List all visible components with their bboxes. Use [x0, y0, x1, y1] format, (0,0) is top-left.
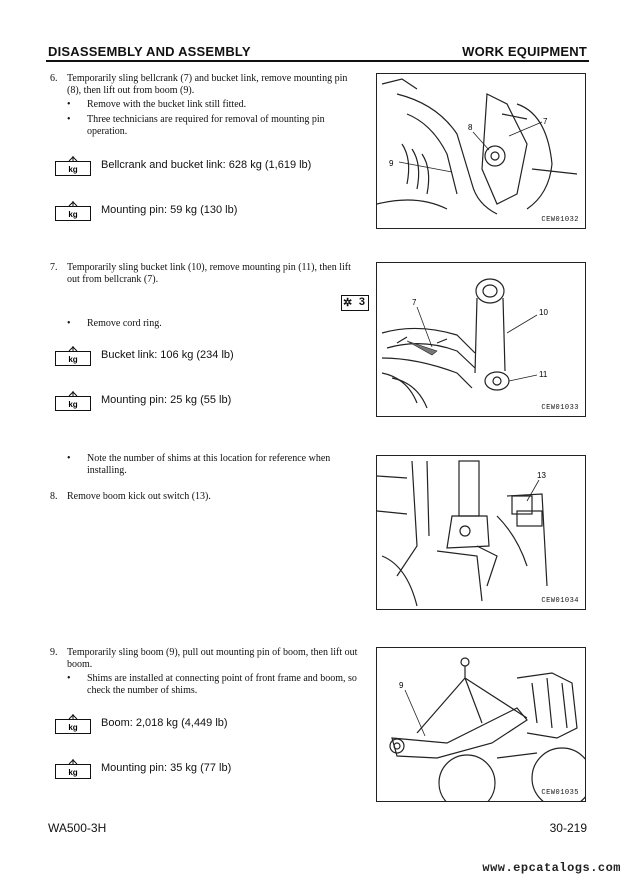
svg-text:11: 11 — [539, 370, 548, 379]
weight-text: Bucket link: 106 kg (234 lb) — [101, 349, 234, 361]
svg-text:7: 7 — [412, 298, 417, 307]
figure-boom — [376, 647, 586, 802]
svg-text:kg: kg — [68, 355, 78, 364]
bullet-dot: • — [67, 114, 71, 125]
step-7 — [50, 262, 362, 286]
weight-icon — [55, 714, 91, 734]
step-text: Remove boom kick out switch (13). — [67, 491, 211, 502]
bullet-dot: • — [67, 99, 71, 110]
step-text: Temporarily sling boom (9), pull out mounting pin of boom, then lift out boom. — [67, 647, 358, 670]
bullet-dot: • — [67, 318, 71, 329]
step-9-bullet-1 — [67, 673, 367, 697]
weight-icon — [55, 391, 91, 411]
step-6 — [50, 73, 362, 97]
figure-code: CEW01035 — [541, 789, 579, 797]
figure-code: CEW01033 — [541, 404, 579, 412]
footer-model: WA500-3H — [48, 821, 107, 835]
weight-text: Mounting pin: 35 kg (77 lb) — [101, 762, 232, 774]
step-text: Temporarily sling bellcrank (7) and bucket link, remove mounting pin (8), then lift out from boom (9). — [67, 73, 348, 96]
kickout-switch-illustration — [377, 456, 585, 609]
svg-text:9: 9 — [399, 681, 404, 690]
weight-text: Mounting pin: 59 kg (130 lb) — [101, 204, 238, 216]
snowflake-icon: ✲ — [343, 297, 353, 309]
weight-icon — [55, 346, 91, 366]
figure-code: CEW01032 — [541, 216, 579, 224]
figure-bellcrank — [376, 73, 586, 229]
weight-icon — [55, 156, 91, 176]
weight-text: Mounting pin: 25 kg (55 lb) — [101, 394, 232, 406]
chapter-title: WORK EQUIPMENT — [462, 44, 587, 59]
svg-text:kg: kg — [68, 210, 78, 219]
bullet-text: Note the number of shims at this location for reference when installing. — [87, 453, 331, 476]
weight-icon — [55, 201, 91, 221]
bullet-dot: • — [67, 453, 71, 464]
bucket-link-illustration — [377, 263, 585, 416]
figure-kickout-switch — [376, 455, 586, 610]
figure-code: CEW01034 — [541, 597, 579, 605]
svg-text:kg: kg — [68, 165, 78, 174]
step-number: 6. — [50, 73, 58, 84]
footer-page-number: 30-219 — [549, 821, 587, 835]
step-7-bullet-1 — [67, 318, 367, 330]
svg-text:13: 13 — [537, 471, 546, 480]
bullet-dot: • — [67, 673, 71, 684]
header-rule — [46, 60, 589, 62]
weight-icon — [55, 759, 91, 779]
step-text: Temporarily sling bucket link (10), remove mounting pin (11), then lift out from bellcrank (7). — [67, 262, 351, 285]
svg-text:10: 10 — [539, 308, 548, 317]
section-title: DISASSEMBLY AND ASSEMBLY — [48, 44, 251, 59]
svg-text:8: 8 — [468, 123, 473, 132]
svg-text:kg: kg — [68, 723, 78, 732]
bellcrank-illustration — [377, 74, 585, 228]
step-6-bullet-1 — [67, 99, 367, 111]
weight-text: Bellcrank and bucket link: 628 kg (1,619 lb) — [101, 159, 312, 171]
bullet-text: Shims are installed at connecting point of front frame and boom, so check the number of shims. — [87, 673, 357, 696]
reference-number: 3 — [358, 296, 365, 308]
figure-bucket-link — [376, 262, 586, 417]
svg-text:9: 9 — [389, 159, 394, 168]
svg-text:7: 7 — [543, 117, 548, 126]
reference-tag — [341, 295, 369, 311]
bullet-text: Remove with the bucket link still fitted. — [87, 99, 247, 110]
step-number: 8. — [50, 491, 58, 502]
step-number: 7. — [50, 262, 58, 273]
step-8-bullet-1 — [67, 453, 367, 477]
boom-illustration — [377, 648, 585, 801]
weight-text: Boom: 2,018 kg (4,449 lb) — [101, 717, 228, 729]
bullet-text: Remove cord ring. — [87, 318, 162, 329]
step-number: 9. — [50, 647, 58, 658]
svg-text:kg: kg — [68, 400, 78, 409]
page-header — [46, 42, 589, 62]
step-9 — [50, 647, 362, 671]
step-6-bullet-2 — [67, 114, 367, 138]
svg-text:kg: kg — [68, 768, 78, 777]
step-8 — [50, 491, 362, 503]
watermark-url: www.epcatalogs.com — [482, 861, 621, 875]
bullet-text: Three technicians are required for removal of mounting pin operation. — [87, 114, 325, 137]
